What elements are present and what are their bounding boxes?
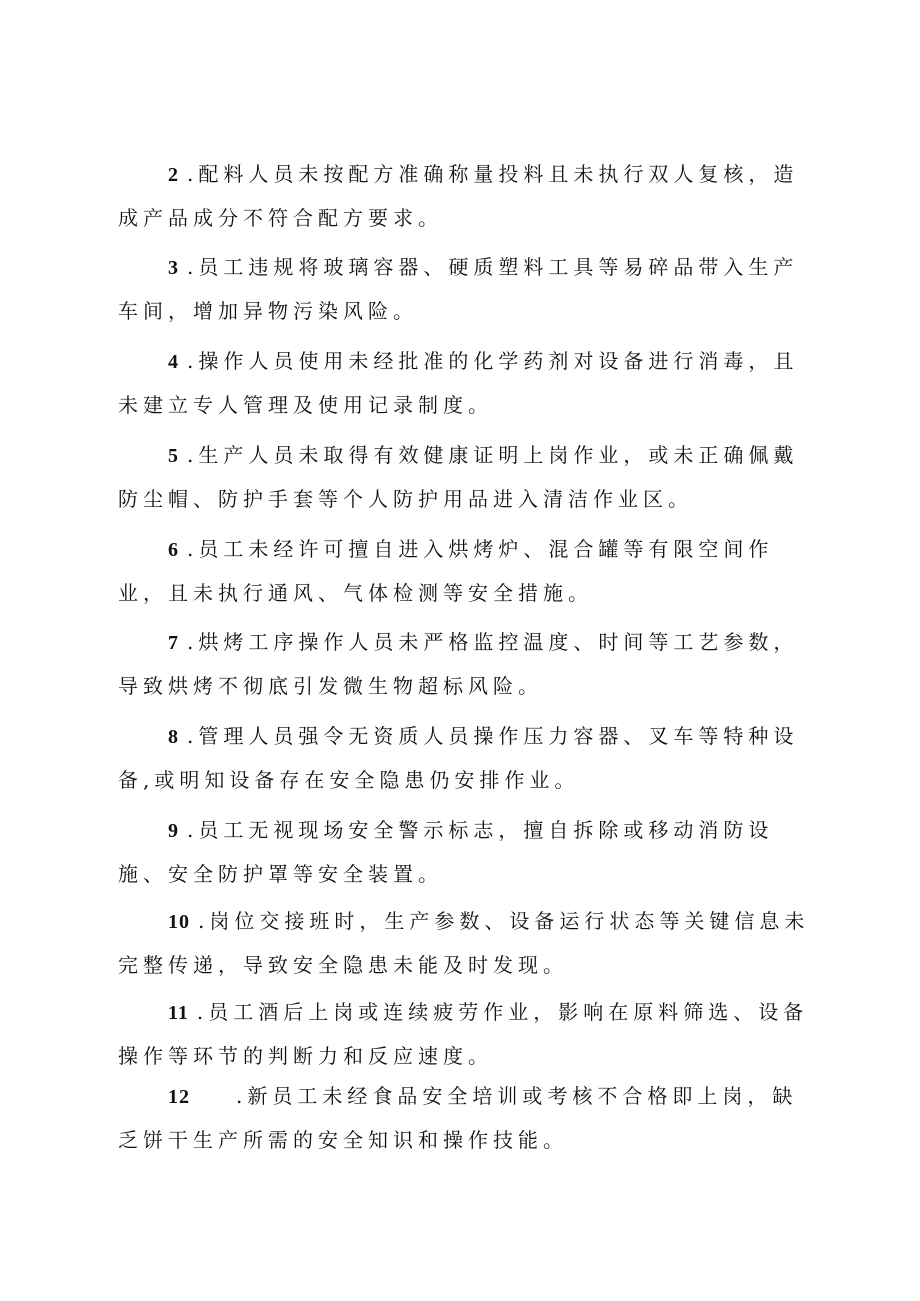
item-number: 5 [168, 445, 179, 467]
list-item [118, 340, 820, 427]
item-number: 9 [168, 820, 179, 842]
item-number: 12 [168, 1086, 190, 1108]
list-item [118, 1075, 820, 1162]
item-text: .员工无视现场安全警示标志，擅自拆除或移动消防设施、安全防护罩等安全装置。 [118, 818, 774, 886]
item-number: 11 [168, 1002, 189, 1024]
item-text: .配料人员未按配方准确称量投料且未执行双人复核，造成产品成分不符合配方要求。 [118, 162, 799, 230]
list-item [118, 153, 820, 240]
item-number: 2 [168, 164, 179, 186]
item-text: .新员工未经食品安全培训或考核不合格即上岗，缺乏饼干生产所需的安全知识和操作技能。 [118, 1084, 798, 1152]
item-number: 3 [168, 257, 179, 279]
list-item [118, 621, 820, 708]
item-text: .员工酒后上岗或连续疲劳作业，影响在原料筛选、设备操作等环节的判断力和反应速度。 [118, 1000, 809, 1068]
item-number: 10 [168, 911, 190, 933]
item-number: 7 [168, 632, 179, 654]
item-number: 8 [168, 726, 179, 748]
item-number: 6 [168, 539, 179, 561]
list-item [118, 900, 820, 987]
item-text: .管理人员强令无资质人员操作压力容器、叉车等特种设备,或明知设备存在安全隐患仍安排作业。 [118, 724, 799, 792]
item-text: .岗位交接班时，生产参数、设备运行状态等关键信息未完整传递，导致安全隐患未能及时发现。 [118, 909, 810, 977]
list-item [118, 991, 820, 1078]
list-item [118, 434, 820, 521]
item-number: 4 [168, 351, 179, 373]
item-text: .员工违规将玻璃容器、硬质塑料工具等易碎品带入生产车间，增加异物污染风险。 [118, 255, 799, 323]
item-text: .生产人员未取得有效健康证明上岗作业，或未正确佩戴防尘帽、防护手套等个人防护用品进入清洁作业区。 [118, 443, 799, 511]
list-item [118, 246, 820, 333]
list-item [118, 715, 820, 802]
item-text: .操作人员使用未经批准的化学药剂对设备进行消毒，且未建立专人管理及使用记录制度。 [118, 349, 799, 417]
item-text: .员工未经许可擅自进入烘烤炉、混合罐等有限空间作业，且未执行通风、气体检测等安全措施。 [118, 537, 774, 605]
list-item [118, 528, 820, 615]
list-item [118, 809, 820, 896]
item-text: .烘烤工序操作人员未严格监控温度、时间等工艺参数，导致烘烤不彻底引发微生物超标风险。 [118, 630, 799, 698]
